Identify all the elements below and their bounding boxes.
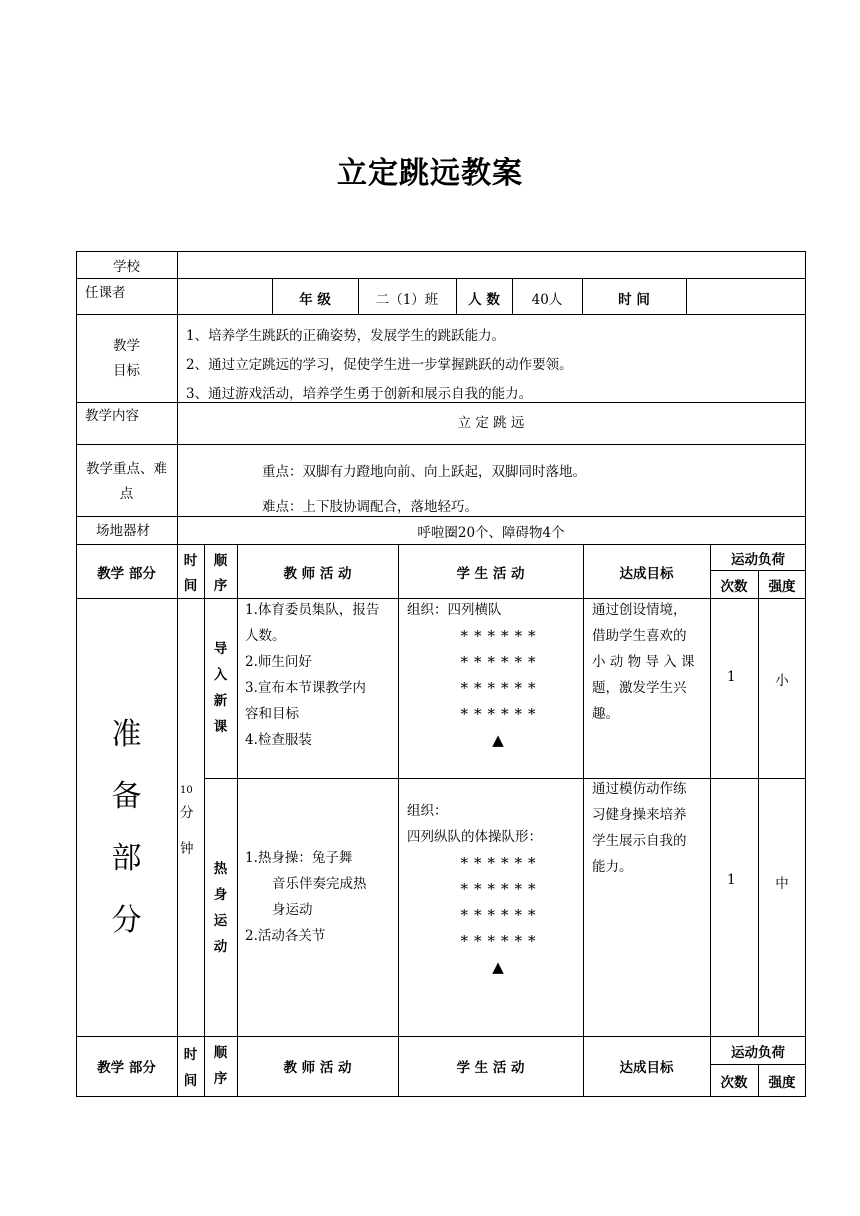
page-title: 立定跳远教案: [337, 156, 523, 191]
order-char: 运: [213, 913, 228, 929]
goal-line-2: 2、通过立定跳远的学习，促使学生进一步掌握跳跃的动作要领。: [186, 357, 573, 373]
formation-row: ******: [460, 705, 542, 723]
section-prep: [76, 704, 177, 952]
seg1-order: [204, 636, 237, 740]
goal-label-1: 教学: [113, 338, 140, 354]
student-title: 组织：四列横队: [407, 602, 502, 618]
seg2-order: [204, 856, 237, 960]
header-part: 教学 部分: [97, 566, 156, 582]
header-order-1: 顺: [213, 1045, 228, 1061]
header-time-2: 间: [183, 578, 198, 594]
goal-line: 题，激发学生兴: [592, 680, 687, 696]
goal-line: 通过模仿动作练: [592, 781, 687, 797]
order-char: 新: [213, 693, 228, 709]
header-goal: 达成目标: [619, 566, 674, 582]
count-value: 40人: [531, 292, 563, 308]
goal-line: 通过创设情境，: [592, 602, 687, 618]
content-value: 立 定 跳 远: [457, 415, 525, 431]
header-teacher-activity: 教 师 活 动: [283, 566, 352, 582]
goal-line: 小 动 物 导 入 课: [592, 654, 695, 670]
section-char: 备: [111, 779, 142, 814]
goal-line: 学生展示自我的: [592, 833, 687, 849]
seg1-intensity: 小: [775, 673, 789, 689]
count-label: 人 数: [468, 292, 500, 308]
teacher-line: 1.体育委员集队，报告: [245, 602, 380, 618]
header-teacher-activity: 教 师 活 动: [283, 1060, 352, 1076]
teacher-line: 身运动: [272, 902, 313, 918]
header-time-1: 时: [183, 553, 198, 569]
goal-label-2: 目标: [113, 363, 140, 379]
goal-line: 借助学生喜欢的: [592, 628, 687, 644]
header-order-2: 序: [213, 1071, 228, 1087]
teacher-line: 4.检查服装: [245, 732, 312, 748]
header-time-1: 时: [183, 1047, 198, 1063]
header-intensity: 强度: [768, 1075, 796, 1091]
seg2-teacher-activity: [245, 845, 397, 949]
header-times: 次数: [720, 579, 748, 595]
header-load: 运动负荷: [731, 1045, 785, 1061]
header-intensity: 强度: [768, 579, 796, 595]
goal-line-1: 1、培养学生跳跃的正确姿势，发展学生的跳跃能力。: [186, 328, 506, 344]
order-char: 动: [213, 939, 228, 955]
header-time-2: 间: [183, 1073, 198, 1089]
time-unit: 分: [180, 805, 194, 821]
seg1-teacher-activity: [245, 597, 397, 753]
key-label-2: 点: [119, 486, 134, 502]
formation-row: ******: [460, 932, 542, 950]
header-order-2: 序: [213, 578, 228, 594]
key-point: 重点：双脚有力蹬地向前、向上跃起，双脚同时落地。: [262, 464, 586, 480]
goal-line: 习健身操来培养: [592, 807, 687, 823]
teacher-line: 2.师生问好: [245, 654, 312, 670]
header-student-activity: 学 生 活 动: [456, 566, 525, 582]
key-label-1: 教学重点、难: [86, 461, 167, 477]
header-order-1: 顺: [213, 553, 228, 569]
school-label: 学校: [113, 259, 140, 275]
seg2-student-activity: [407, 798, 583, 980]
student-title: 组织：: [407, 803, 448, 819]
header-load: 运动负荷: [731, 552, 785, 568]
time-label: 时 间: [618, 292, 650, 308]
teacher-line: 2.活动各关节: [245, 928, 326, 944]
formation-row: ******: [460, 854, 542, 872]
order-char: 课: [213, 719, 228, 735]
prep-time: [180, 784, 204, 862]
section-char: 分: [111, 903, 142, 938]
header-times: 次数: [720, 1075, 748, 1091]
order-char: 入: [213, 667, 228, 683]
content-label: 教学内容: [85, 408, 139, 424]
goal-line-3: 3、通过游戏活动，培养学生勇于创新和展示自我的能力。: [186, 386, 533, 402]
seg1-times: 1: [727, 669, 736, 685]
teacher-line: 1.热身操：兔子舞: [245, 850, 353, 866]
time-unit: 钟: [180, 841, 194, 857]
formation-row: ******: [460, 679, 542, 697]
teacher-label: 任课者: [85, 285, 126, 301]
teacher-marker: ▲: [492, 731, 510, 749]
student-subtitle: 四列纵队的体操队形：: [407, 829, 542, 845]
goal-line: 能力。: [592, 859, 633, 875]
goal-line: 趣。: [592, 706, 619, 722]
time-number: 10: [180, 785, 193, 796]
teacher-line: 音乐伴奏完成热: [272, 876, 367, 892]
seg1-student-activity: [407, 597, 583, 753]
formation-row: ******: [460, 653, 542, 671]
seg2-goal: [592, 776, 706, 880]
order-char: 导: [213, 641, 228, 657]
seg1-goal: [592, 597, 706, 727]
teacher-line: 人数。: [245, 628, 286, 644]
order-char: 热: [213, 861, 228, 877]
order-char: 身: [213, 887, 228, 903]
header-part: 教学 部分: [97, 1060, 156, 1076]
teacher-line: 容和目标: [245, 706, 299, 722]
grade-value: 二（1）班: [375, 292, 439, 308]
section-char: 部: [111, 841, 142, 876]
equipment-value: 呼啦圈20个、障碍物4个: [417, 525, 565, 541]
header-student-activity: 学 生 活 动: [456, 1060, 525, 1076]
formation-row: ******: [460, 906, 542, 924]
equipment-label: 场地器材: [96, 523, 150, 539]
header-goal: 达成目标: [619, 1060, 674, 1076]
formation-row: ******: [460, 880, 542, 898]
teacher-marker: ▲: [492, 958, 510, 976]
teacher-line: 3.宣布本节课教学内: [245, 680, 366, 696]
section-char: 准: [111, 717, 142, 752]
seg2-times: 1: [727, 872, 736, 888]
difficulty-point: 难点：上下肢协调配合，落地轻巧。: [262, 499, 478, 515]
formation-row: ******: [460, 627, 542, 645]
seg2-intensity: 中: [775, 876, 789, 892]
grade-label: 年 级: [299, 292, 331, 308]
